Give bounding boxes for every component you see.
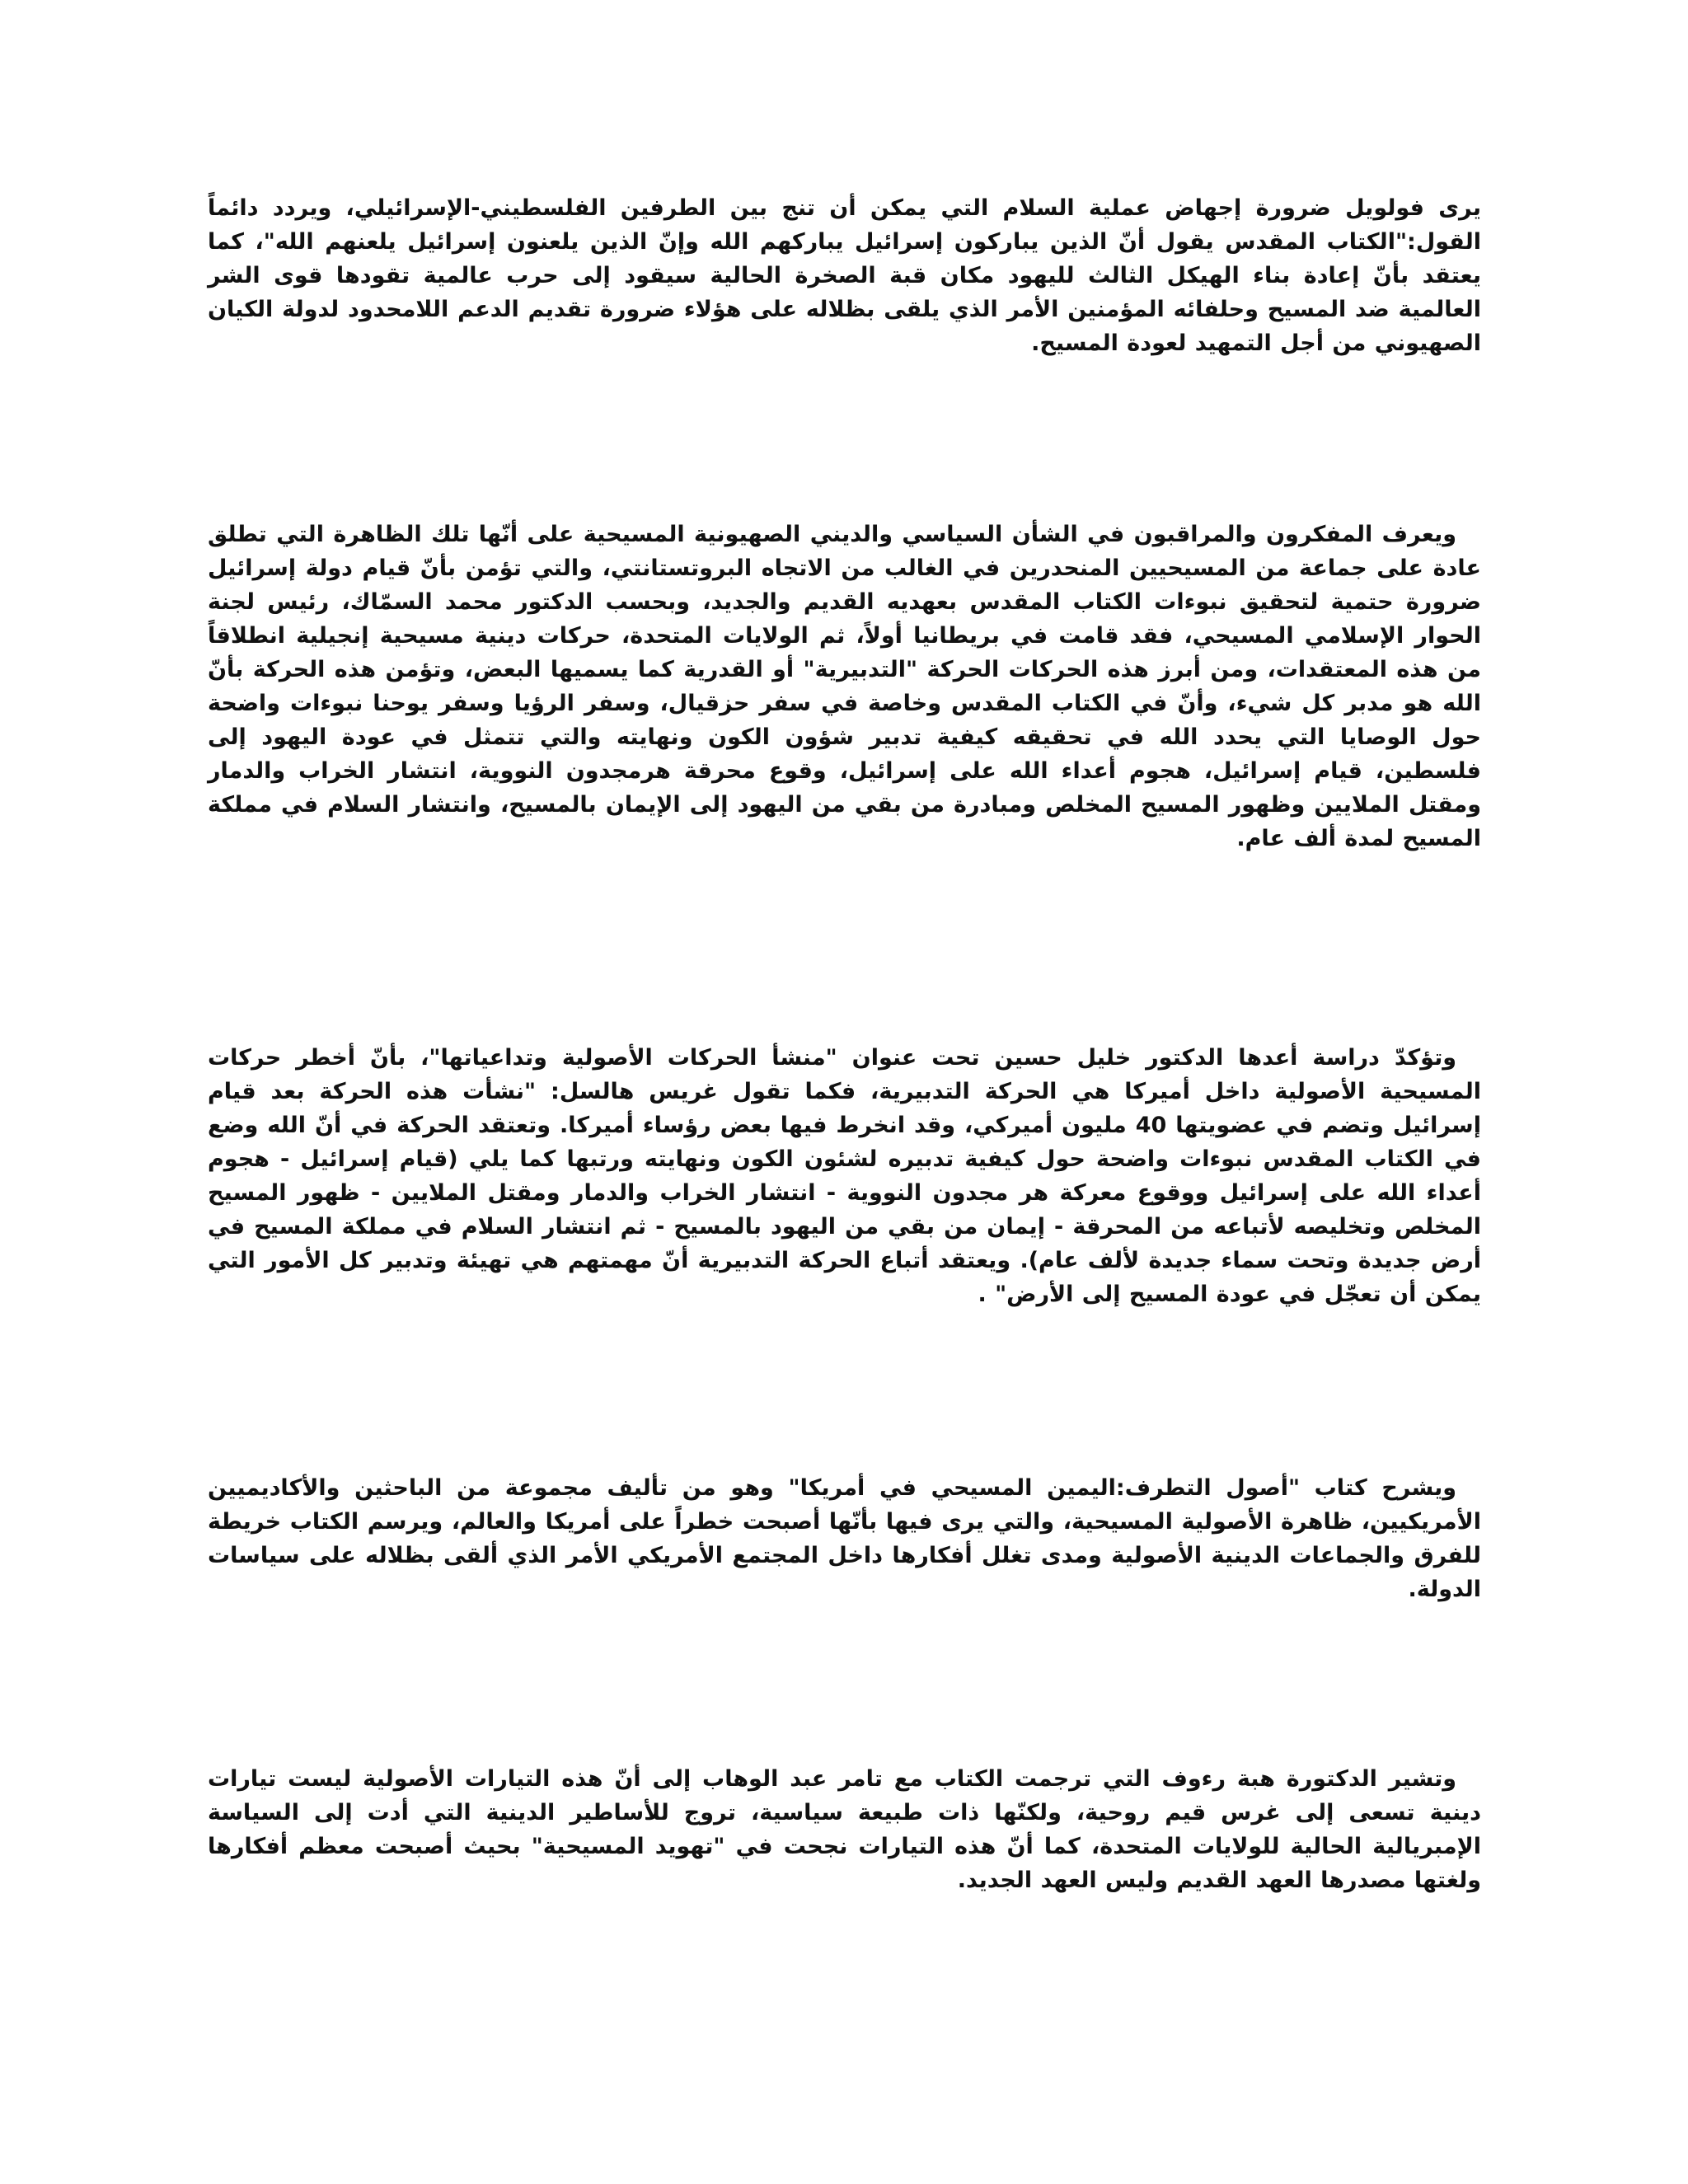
paragraph-2: ويعرف المفكرون والمراقبون في الشأن السياسي والديني الصهيونية المسيحية على أنّها تلك الظاهرة التي تطلق عادة على جماعة من المسيحيين المنحدرين في الغالب من الاتجاه البروتستانتي، والتي تؤمن بأنّ قيام دولة إسرائيل ضرورة حتمية لتحقيق نبوءات الكتاب المقدس بعهديه القديم والجديد، وبحسب الدكتور محمد السمّاك، رئيس لجنة الحوار الإسلامي المسيحي، فقد قامت في بريطانيا أولاً، ثم الولايات المتحدة، حركات دينية مسيحية إنجيلية انطلاقاً من هذه المعتقدات، ومن أبرز هذه الحركات الحركة "التدبيرية" أو القدرية كما يسميها البعض، وتؤمن هذه الحركة بأنّ الله هو مدبر كل شيء، وأنّ في الكتاب المقدس وخاصة في سفر حزقيال، وسفر الرؤيا وسفر يوحنا نبوءات واضحة حول الوصايا التي يحدد الله في تحقيقه كيفية تدبير شؤون الكون ونهايته والتي تتمثل في عودة اليهود إلى فلسطين، قيام إسرائيل، هجوم أعداء الله على إسرائيل، وقوع محرقة هرمجدون النووية، انتشار الخراب والدمار ومقتل الملايين وظهور المسيح المخلص ومبادرة من بقي من اليهود إلى الإيمان بالمسيح، وانتشار السلام في مملكة المسيح لمدة ألف عام. bbox=[208, 522, 1481, 851]
paragraph-4: ويشرح كتاب "أصول التطرف:اليمين المسيحي في أمريكا" وهو من تأليف مجموعة من الباحثين والأكاديميين الأمريكيين، ظاهرة الأصولية المسيحية، والتي يرى فيها بأنّها أصبحت خطراً على أمريكا والعالم، ويرسم الكتاب خريطة للفرق والجماعات الدينية الأصولية ومدى تغلل أفكارها داخل المجتمع الأمريكي الأمر الذي ألقى بظلاله على سياسات الدولة. bbox=[208, 1475, 1481, 1602]
paragraph-5: وتشير الدكتورة هبة رءوف التي ترجمت الكتاب مع تامر عبد الوهاب إلى أنّ هذه التيارات الأصولية ليست تيارات دينية تسعى إلى غرس قيم روحية، ولكنّها ذات طبيعة سياسية، تروج للأساطير الدينية التي أدت إلى السياسة الإمبريالية الحالية للولايات المتحدة، كما أنّ هذه التيارات نجحت في "تهويد المسيحية" بحيث أصبحت معظم أفكارها ولغتها مصدرها العهد القديم وليس العهد الجديد. bbox=[208, 1766, 1481, 1893]
paragraph-1: يرى فولويل ضرورة إجهاض عملية السلام التي يمكن أن تنج بين الطرفين الفلسطيني-الإسرائيلي، ويردد دائماً القول:"الكتاب المقدس يقول أنّ الذين يباركون إسرائيل يباركهم الله وإنّ الذين يلعنون إسرائيل يلعنهم الله"، كما يعتقد بأنّ إعادة بناء الهيكل الثالث لليهود مكان قبة الصخرة الحالية سيقود إلى حرب عالمية تقودها قوى الشر العالمية ضد المسيح وحلفائه المؤمنين الأمر الذي يلقى بظلاله على هؤلاء ضرورة تقديم الدعم اللامحدود لدولة الكيان الصهيوني من أجل التمهيد لعودة المسيح. bbox=[208, 195, 1481, 356]
paragraph-3: وتؤكدّ دراسة أعدها الدكتور خليل حسين تحت عنوان "منشأ الحركات الأصولية وتداعياتها"، بأنّ أخطر حركات المسيحية الأصولية داخل أميركا هي الحركة التدبيرية، فكما تقول غريس هالسل: "نشأت هذه الحركة بعد قيام إسرائيل وتضم في عضويتها 40 مليون أميركي، وقد انخرط فيها بعض رؤساء أميركا. وتعتقد الحركة في أنّ الله وضع في الكتاب المقدس نبوءات واضحة حول كيفية تدبيره لشئون الكون ونهايته ورتبها كما يلي (قيام إسرائيل - هجوم أعداء الله على إسرائيل ووقوع معركة هر مجدون النووية - انتشار الخراب والدمار ومقتل الملايين - ظهور المسيح المخلص وتخليصه لأتباعه من المحرقة - إيمان من بقي من اليهود بالمسيح - ثم انتشار السلام في مملكة المسيح في أرض جديدة وتحت سماء جديدة لألف عام). ويعتقد أتباع الحركة التدبيرية أنّ مهمتهم هي تهيئة وتدبير كل الأمور التي يمكن أن تعجّل في عودة المسيح إلى الأرض" . bbox=[208, 1045, 1481, 1307]
